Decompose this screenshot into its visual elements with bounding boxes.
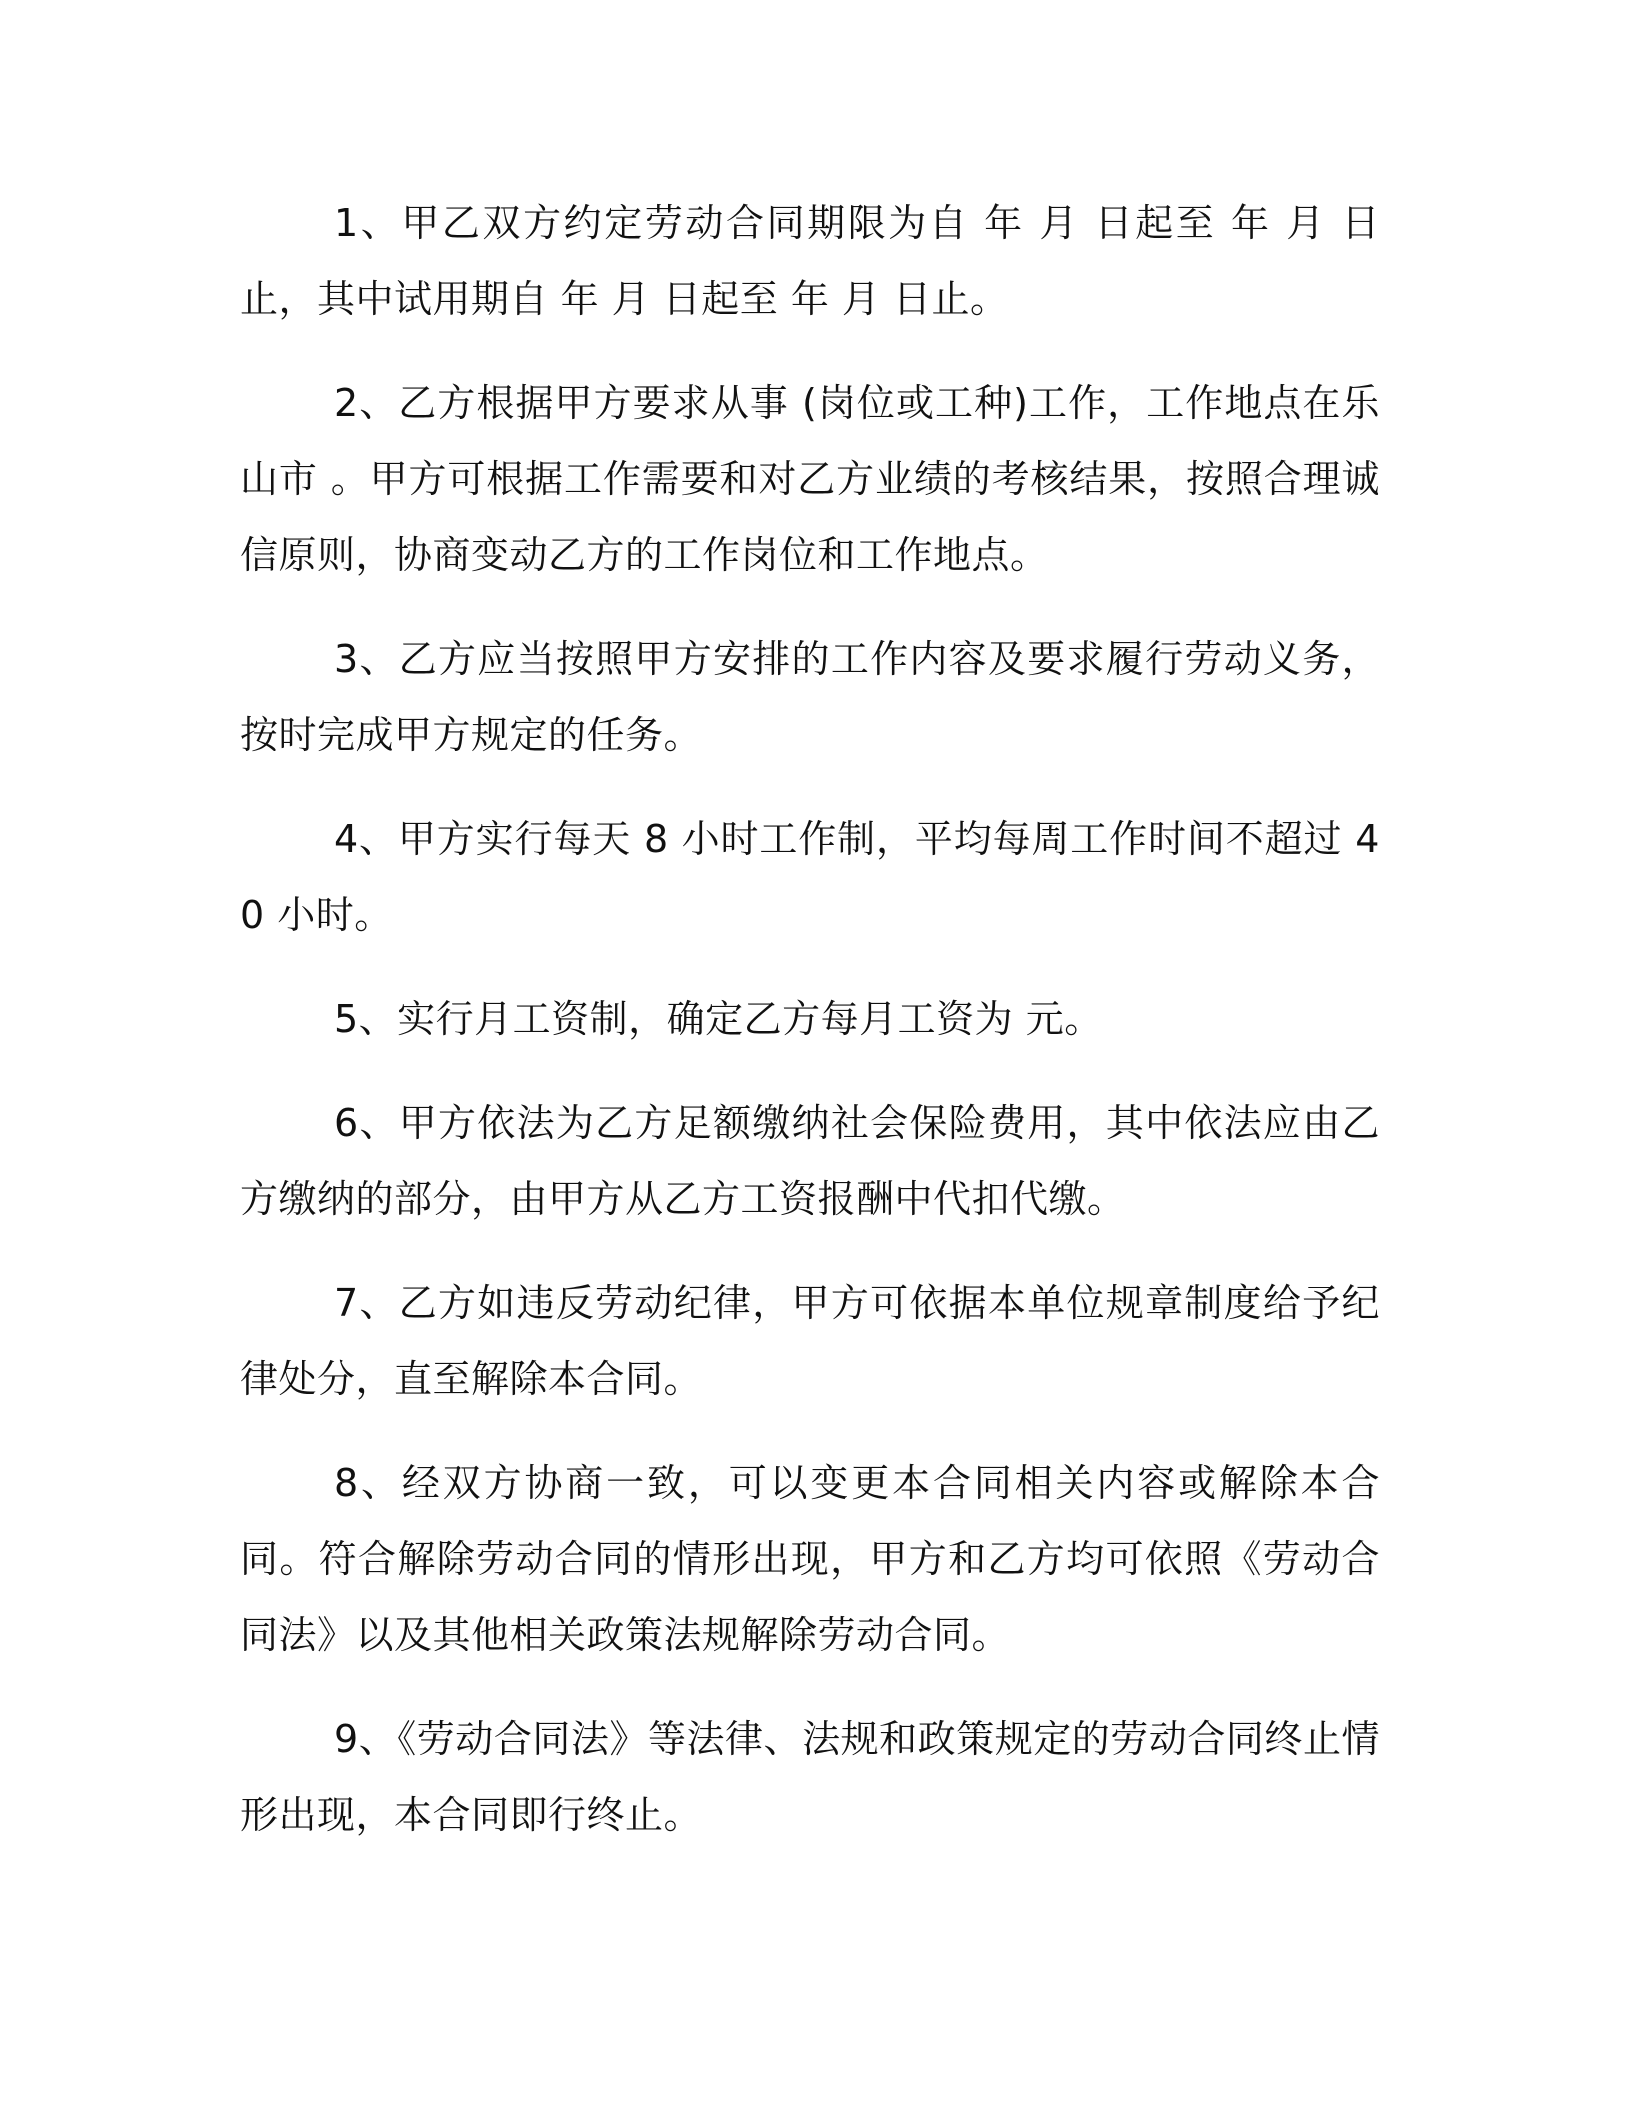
clause-2: 2、乙方根据甲方要求从事 (岗位或工种)工作，工作地点在乐山市 。甲方可根据工作需要和对乙方业绩的考核结果，按照合理诚信原则，协商变动乙方的工作岗位和工作地点。 xyxy=(240,381,1380,577)
clause-6: 6、甲方依法为乙方足额缴纳社会保险费用，其中依法应由乙方缴纳的部分，由甲方从乙方工资报酬中代扣代缴。 xyxy=(240,1101,1380,1221)
contract-clauses xyxy=(240,185,1380,1881)
clause-4: 4、甲方实行每天 8 小时工作制，平均每周工作时间不超过 40 小时。 xyxy=(240,817,1380,937)
clause-9: 9、《劳动合同法》等法律、法规和政策规定的劳动合同终止情形出现，本合同即行终止。 xyxy=(240,1717,1380,1837)
clause-8: 8、经双方协商一致，可以变更本合同相关内容或解除本合同。符合解除劳动合同的情形出现，甲方和乙方均可依照《劳动合同法》以及其他相关政策法规解除劳动合同。 xyxy=(240,1461,1380,1657)
clause-5: 5、实行月工资制，确定乙方每月工资为 元。 xyxy=(334,997,1103,1041)
clause-7: 7、乙方如违反劳动纪律，甲方可依据本单位规章制度给予纪律处分，直至解除本合同。 xyxy=(240,1281,1380,1401)
clause-3: 3、乙方应当按照甲方安排的工作内容及要求履行劳动义务，按时完成甲方规定的任务。 xyxy=(240,637,1380,757)
clause-1: 1、甲乙双方约定劳动合同期限为自 年 月 日起至 年 月 日止，其中试用期自 年 月 日起至 年 月 日止。 xyxy=(240,201,1380,321)
